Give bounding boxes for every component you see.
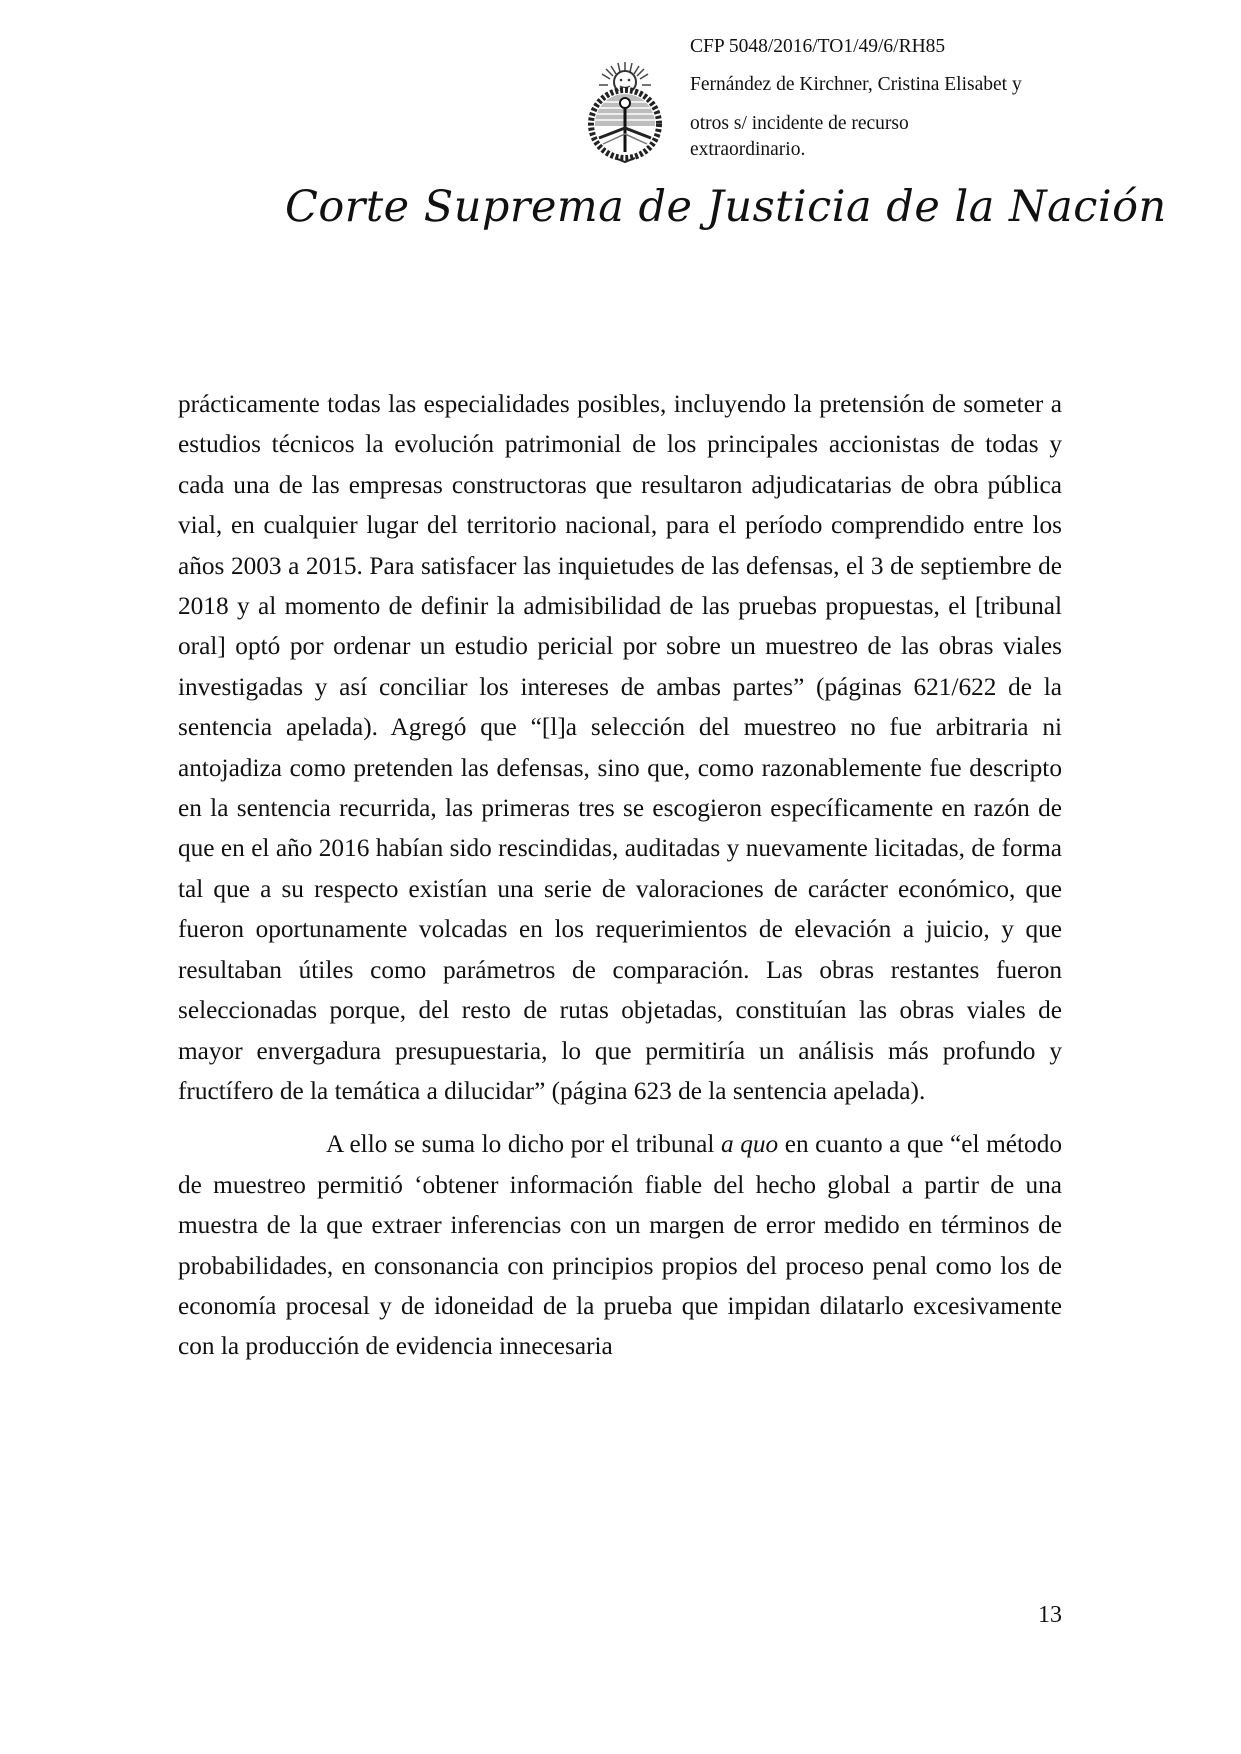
body-paragraph-2-text-end: en cuanto a que “el método de muestreo permitió ‘obtener información fiable del hecho global a partir de una muestra de la que extraer inferencias con un margen de error medido en términos de probabilidades, en consonancia con principios propios del proceso penal como los de economía procesal y de idoneidad de la prueba que impidan dilatarlo excesivamente con la producción de evidencia innecesaria: [178, 1130, 1062, 1361]
latin-term-a-quo: a quo: [720, 1130, 779, 1159]
case-header: [690, 36, 1110, 162]
case-caption-line-1: Fernández de Kirchner, Cristina Elisabet y: [690, 74, 1022, 96]
case-id: CFP 5048/2016/TO1/49/6/RH85: [690, 36, 946, 57]
body-paragraph-1: prácticamente todas las especialidades posibles, incluyendo la pretensión de someter a estudios técnicos la evolución patrimonial de los principales accionistas de todas y cada una de las empresas constructoras que resultaron adjudicatarias de obra pública vial, en cualquier lugar del territorio nacional, para el período comprendido entre los años 2003 a 2015. Para satisfacer las inquietudes de las defensas, el 3 de septiembre de 2018 y al momento de definir la admisibilidad de las pruebas propuestas, el [tribunal oral] optó por ordenar un estudio pericial por sobre un muestreo de las obras viales investigadas y así conciliar los intereses de ambas partes” (páginas 621/622 de la sentencia apelada). Agregó que “[l]a selección del muestreo no fue arbitraria ni antojadiza como pretenden las defensas, sino que, como razonablemente fue descripto en la sentencia recurrida, las primeras tres se escogieron específicamente en razón de que en el año 2016 habían sido rescindidas, auditadas y nuevamente licitadas, de forma tal que a su respecto existían una serie de valoraciones de carácter económico, que fueron oportunamente volcadas en los requerimientos de elevación a juicio, y que resultaban útiles como parámetros de comparación. Las obras restantes fueron seleccionadas porque, del resto de rutas objetadas, constituían las obras viales de mayor envergadura presupuestaria, lo que permitiría un análisis más profundo y fructífero de la temática a dilucidar” (página 623 de la sentencia apelada).: [178, 390, 1062, 1105]
document-body: [178, 384, 1062, 1367]
case-caption-line-2: otros s/ incidente de recurso: [690, 112, 909, 134]
case-caption: [690, 74, 1110, 161]
argentine-coat-of-arms-icon: [575, 58, 675, 166]
court-name-heading: Corte Suprema de Justicia de la Nación: [285, 182, 1167, 232]
body-paragraph-2-text-start: A ello se suma lo dicho por el tribunal: [326, 1130, 721, 1159]
body-paragraph-2: [178, 1124, 1062, 1366]
page-number: 13: [1038, 1602, 1062, 1628]
case-caption-line-3: extraordinario.: [690, 139, 806, 161]
